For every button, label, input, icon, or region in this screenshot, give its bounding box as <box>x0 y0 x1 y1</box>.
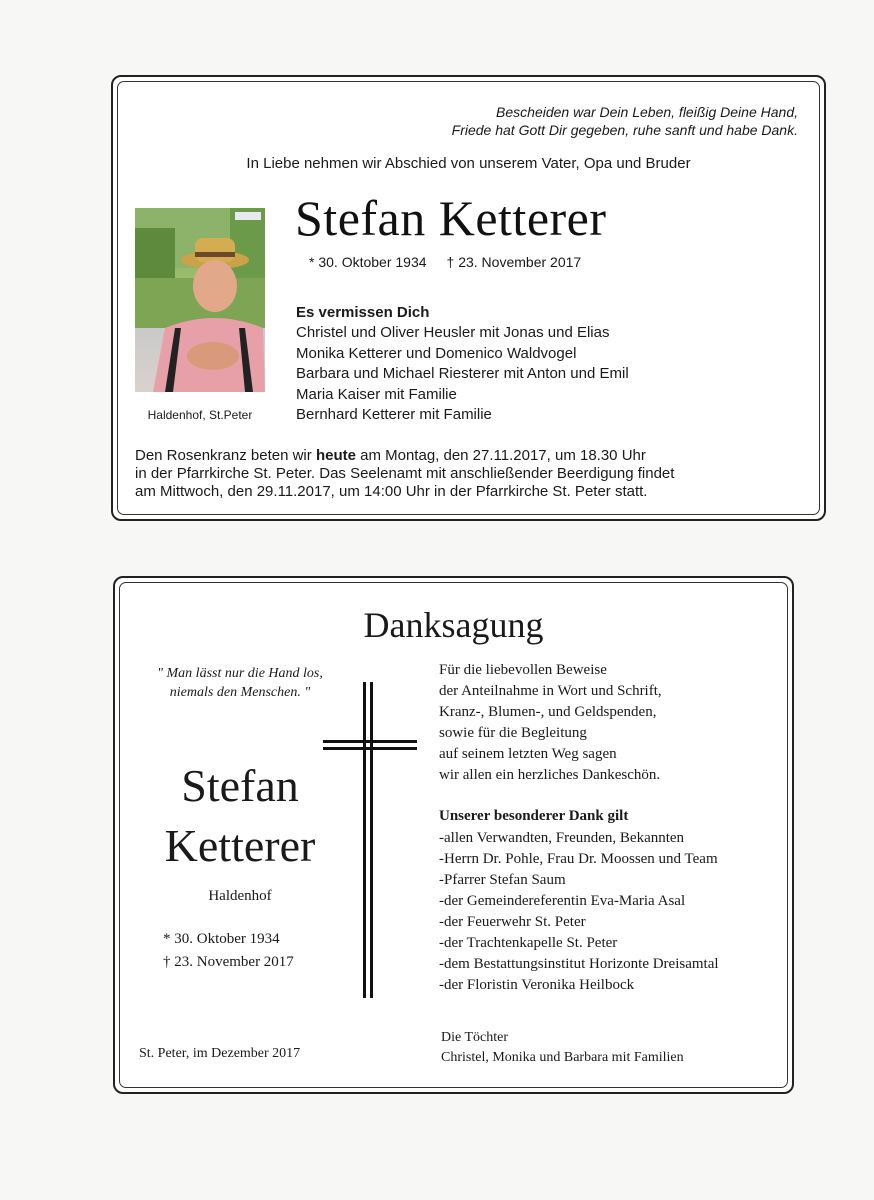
thanks-message <box>439 660 662 786</box>
death-date: † 23. November 2017 <box>446 254 582 270</box>
life-dates <box>309 254 581 270</box>
photo-caption: Haldenhof, St.Peter <box>147 408 253 422</box>
list-item: -der Trachtenkapelle St. Peter <box>439 935 618 951</box>
list-item: Bernhard Ketterer mit Familie <box>296 406 492 423</box>
mourners-list <box>296 323 629 426</box>
announcement-text: Den Rosenkranz beten wir <box>135 447 316 464</box>
announcement-line: in der Pfarrkirche St. Peter. Das Seelenamt mit anschließender Beerdigung findet <box>135 465 675 482</box>
first-name: Stefan <box>181 760 299 811</box>
quote-line: " Man lässt nur die Hand los, <box>157 666 323 681</box>
service-announcement <box>135 447 815 501</box>
message-line: Kranz-, Blumen-, und Geldspenden, <box>439 704 657 720</box>
list-item: -Pfarrer Stefan Saum <box>439 872 566 888</box>
message-line: wir allen ein herzliches Dankeschön. <box>439 767 661 783</box>
portrait-illustration <box>135 208 265 392</box>
thanks-title: Danksagung <box>363 605 544 645</box>
quote-line: Friede hat Gott Dir gegeben, ruhe sanft und habe Dank. <box>451 122 798 138</box>
list-item: -der Floristin Veronika Heilbock <box>439 977 635 993</box>
life-dates <box>163 928 294 974</box>
list-item: Maria Kaiser mit Familie <box>296 385 457 403</box>
list-item: -der Feuerwehr St. Peter <box>439 914 586 930</box>
list-item: -Herrn Dr. Pohle, Frau Dr. Moossen und Team <box>439 851 718 867</box>
thanks-notice <box>113 576 794 1094</box>
memorial-quote <box>452 103 798 139</box>
mourners-heading: Es vermissen Dich <box>296 304 430 321</box>
last-name: Ketterer <box>164 820 316 871</box>
message-line: der Anteilnahme in Wort und Schrift, <box>439 683 662 699</box>
announcement-line: am Mittwoch, den 29.11.2017, um 14:00 Uhr in der Pfarrkirche St. Peter statt. <box>135 483 648 500</box>
signatories: Christel, Monika und Barbara mit Familien <box>441 1050 684 1065</box>
list-item: -dem Bestattungsinstitut Horizonte Dreisamtal <box>439 956 719 972</box>
special-thanks-list <box>439 828 719 996</box>
announcement-text: am Montag, den 27.11.2017, um 18.30 Uhr <box>355 447 646 464</box>
message-line: auf seinem letzten Weg sagen <box>439 746 617 762</box>
list-item: -allen Verwandten, Freunden, Bekannten <box>439 830 685 846</box>
signatories-label: Die Töchter <box>441 1030 508 1045</box>
list-item: Monika Ketterer und Domenico Waldvogel <box>296 344 577 362</box>
list-item: Christel und Oliver Heusler mit Jonas und Elias <box>296 324 610 341</box>
message-line: Für die liebevollen Beweise <box>439 662 607 678</box>
list-item: -der Gemeindereferentin Eva-Maria Asal <box>439 893 686 909</box>
farewell-intro: In Liebe nehmen wir Abschied von unserem Vater, Opa und Bruder <box>246 155 691 172</box>
obituary-notice <box>111 75 826 521</box>
home-place: Haldenhof <box>208 888 272 904</box>
special-thanks-heading: Unserer besonderer Dank gilt <box>439 808 629 824</box>
portrait-photo <box>135 208 265 392</box>
birth-date: * 30. Oktober 1934 <box>163 931 280 947</box>
announcement-line <box>135 447 815 465</box>
quote-line: Bescheiden war Dein Leben, fleißig Deine Hand, <box>496 104 798 120</box>
place-and-date: St. Peter, im Dezember 2017 <box>139 1046 301 1061</box>
announcement-emphasis: heute <box>315 447 356 464</box>
death-date: † 23. November 2017 <box>163 954 294 970</box>
cross-icon <box>319 682 419 998</box>
birth-date: * 30. Oktober 1934 <box>309 254 427 270</box>
list-item: Barbara und Michael Riesterer mit Anton und Emil <box>296 365 629 382</box>
message-line: sowie für die Begleitung <box>439 725 587 741</box>
quote-line: niemals den Menschen. " <box>169 685 311 700</box>
deceased-name: Stefan Ketterer <box>295 190 607 246</box>
